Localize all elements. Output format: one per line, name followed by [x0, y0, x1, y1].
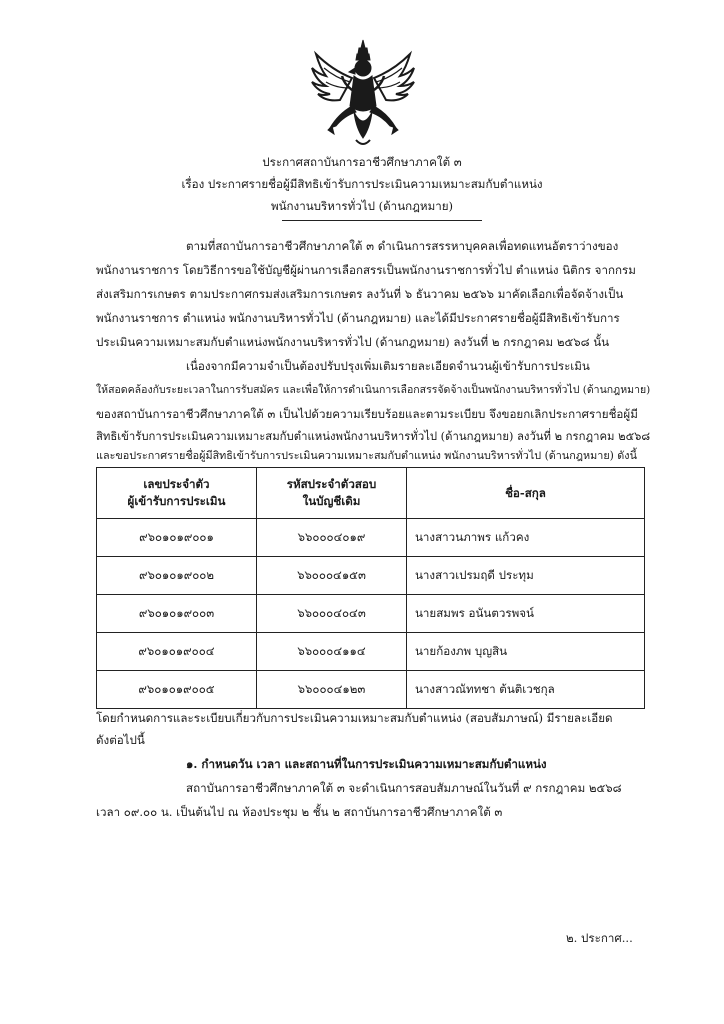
- candidate-id-cell: ๙๖๐๑๐๑๙๐๐๑: [97, 519, 257, 557]
- paragraph2-line: ให้สอดคล้องกับระยะเวลาในการรับสมัคร และเพื่อให้การดำเนินการเลือกสรรจัดจ้างเป็นพนักงานบริหารทั่วไป (ด้านกฎหมาย): [96, 384, 651, 396]
- column-header-exam-code: [257, 468, 407, 519]
- section1-title: ๑. กำหนดวัน เวลา และสถานที่ในการประเมินความเหมาะสมกับตำแหน่ง: [186, 757, 547, 771]
- table-row: [97, 595, 645, 633]
- position-line: พนักงานบริหารทั่วไป (ด้านกฎหมาย): [270, 199, 454, 213]
- column-header-text: ผู้เข้ารับการประเมิน: [127, 494, 226, 508]
- paragraph2-line: เนื่องจากมีความจำเป็นต้องปรับปรุงเพิ่มเติมรายละเอียดจำนวนผู้เข้ารับการประเมิน: [186, 359, 590, 373]
- paragraph2-line: ของสถาบันการอาชีวศึกษาภาคใต้ ๓ เป็นไปด้วยความเรียบร้อยและตามระเบียบ จึงขอยกเลิกประกาศรายชื่อผู้มี: [96, 407, 638, 421]
- column-header-text: รหัสประจำตัวสอบ: [286, 477, 377, 491]
- paragraph1-line: ประเมินความเหมาะสมกับตำแหน่งพนักงานบริหารทั่วไป (ด้านกฎหมาย) ลงวันที่ ๒ กรกฎาคม ๒๕๖๘ นั้น: [96, 335, 610, 349]
- schedule-intro-line: ดังต่อไปนี้: [96, 733, 145, 747]
- table-row: [97, 671, 645, 709]
- section1-line: เวลา ๐๙.๐๐ น. เป็นต้นไป ณ ห้องประชุม ๒ ชั้น ๒ สถาบันการอาชีวศึกษาภาคใต้ ๓: [96, 805, 503, 819]
- paragraph2-line: และขอประกาศรายชื่อผู้มีสิทธิเข้ารับการประเมินความเหมาะสมกับตำแหน่ง พนักงานบริหารทั่วไป (ด้านกฎหมาย) ดังนี้: [96, 449, 637, 462]
- heading-divider: [282, 220, 482, 221]
- candidate-table: [96, 467, 645, 709]
- full-name-cell: นางสาวนภาพร แก้วคง: [407, 519, 645, 557]
- paragraph1-line: ตามที่สถาบันการอาชีวศึกษาภาคใต้ ๓ ดำเนินการสรรหาบุคคลเพื่อทดแทนอัตราว่างของ: [186, 239, 619, 253]
- table-header-row: [97, 468, 645, 519]
- exam-code-cell: ๖๖๐๐๐๔๐๑๙: [257, 519, 407, 557]
- exam-code-cell: ๖๖๐๐๐๔๑๑๔: [257, 633, 407, 671]
- full-name-cell: นายก้องภพ บุญสิน: [407, 633, 645, 671]
- exam-code-cell: ๖๖๐๐๐๔๐๔๓: [257, 595, 407, 633]
- paragraph1-line: พนักงานราชการ โดยวิธีการขอใช้บัญชีผู้ผ่านการเลือกสรรเป็นพนักงานราชการทั่วไป ตำแหน่ง นิติกร จากกรม: [96, 263, 636, 277]
- garuda-emblem-icon: [308, 38, 418, 150]
- column-header-candidate-id: [97, 468, 257, 519]
- column-header-full-name: ชื่อ-สกุล: [407, 468, 645, 519]
- issuer-line: ประกาศสถาบันการอาชีวศึกษาภาคใต้ ๓: [262, 155, 462, 169]
- table-row: [97, 633, 645, 671]
- candidate-id-cell: ๙๖๐๑๐๑๙๐๐๕: [97, 671, 257, 709]
- paragraph2-line: สิทธิเข้ารับการประเมินความเหมาะสมกับตำแหน่งพนักงานบริหารทั่วไป (ด้านกฎหมาย) ลงวันที่ ๒ กรกฎาคม ๒๕๖๘: [96, 429, 651, 443]
- schedule-intro-line: โดยกำหนดการและระเบียบเกี่ยวกับการประเมินความเหมาะสมกับตำแหน่ง (สอบสัมภาษณ์) มีรายละเอียด: [96, 711, 613, 725]
- candidate-id-cell: ๙๖๐๑๐๑๙๐๐๓: [97, 595, 257, 633]
- candidate-id-cell: ๙๖๐๑๐๑๙๐๐๒: [97, 557, 257, 595]
- subject-line: เรื่อง ประกาศรายชื่อผู้มีสิทธิเข้ารับการประเมินความเหมาะสมกับตำแหน่ง: [181, 177, 543, 191]
- table-row: [97, 519, 645, 557]
- section1-line: สถาบันการอาชีวศึกษาภาคใต้ ๓ จะดำเนินการสอบสัมภาษณ์ในวันที่ ๙ กรกฎาคม ๒๕๖๘: [186, 781, 622, 795]
- column-header-text: เลขประจำตัว: [143, 477, 210, 491]
- candidate-id-cell: ๙๖๐๑๐๑๙๐๐๔: [97, 633, 257, 671]
- full-name-cell: นางสาวณัททชา ต้นติเวชกุล: [407, 671, 645, 709]
- full-name-cell: นายสมพร อนันตวรพจน์: [407, 595, 645, 633]
- paragraph1-line: พนักงานราชการ ตำแหน่ง พนักงานบริหารทั่วไป (ด้านกฎหมาย) และได้มีประกาศรายชื่อผู้มีสิทธิเข้ารับการ: [96, 311, 620, 325]
- exam-code-cell: ๖๖๐๐๐๔๑๒๓: [257, 671, 407, 709]
- table-row: [97, 557, 645, 595]
- page-continuation: ๒. ประกาศ...: [566, 931, 633, 945]
- exam-code-cell: ๖๖๐๐๐๔๑๕๓: [257, 557, 407, 595]
- column-header-text: ในบัญชีเดิม: [302, 494, 361, 508]
- full-name-cell: นางสาวเปรมฤดี ประทุม: [407, 557, 645, 595]
- paragraph1-line: ส่งเสริมการเกษตร ตามประกาศกรมส่งเสริมการเกษตร ลงวันที่ ๖ ธันวาคม ๒๕๖๖ มาคัดเลือกเพื่อจัดจ้างเป็น: [96, 287, 624, 301]
